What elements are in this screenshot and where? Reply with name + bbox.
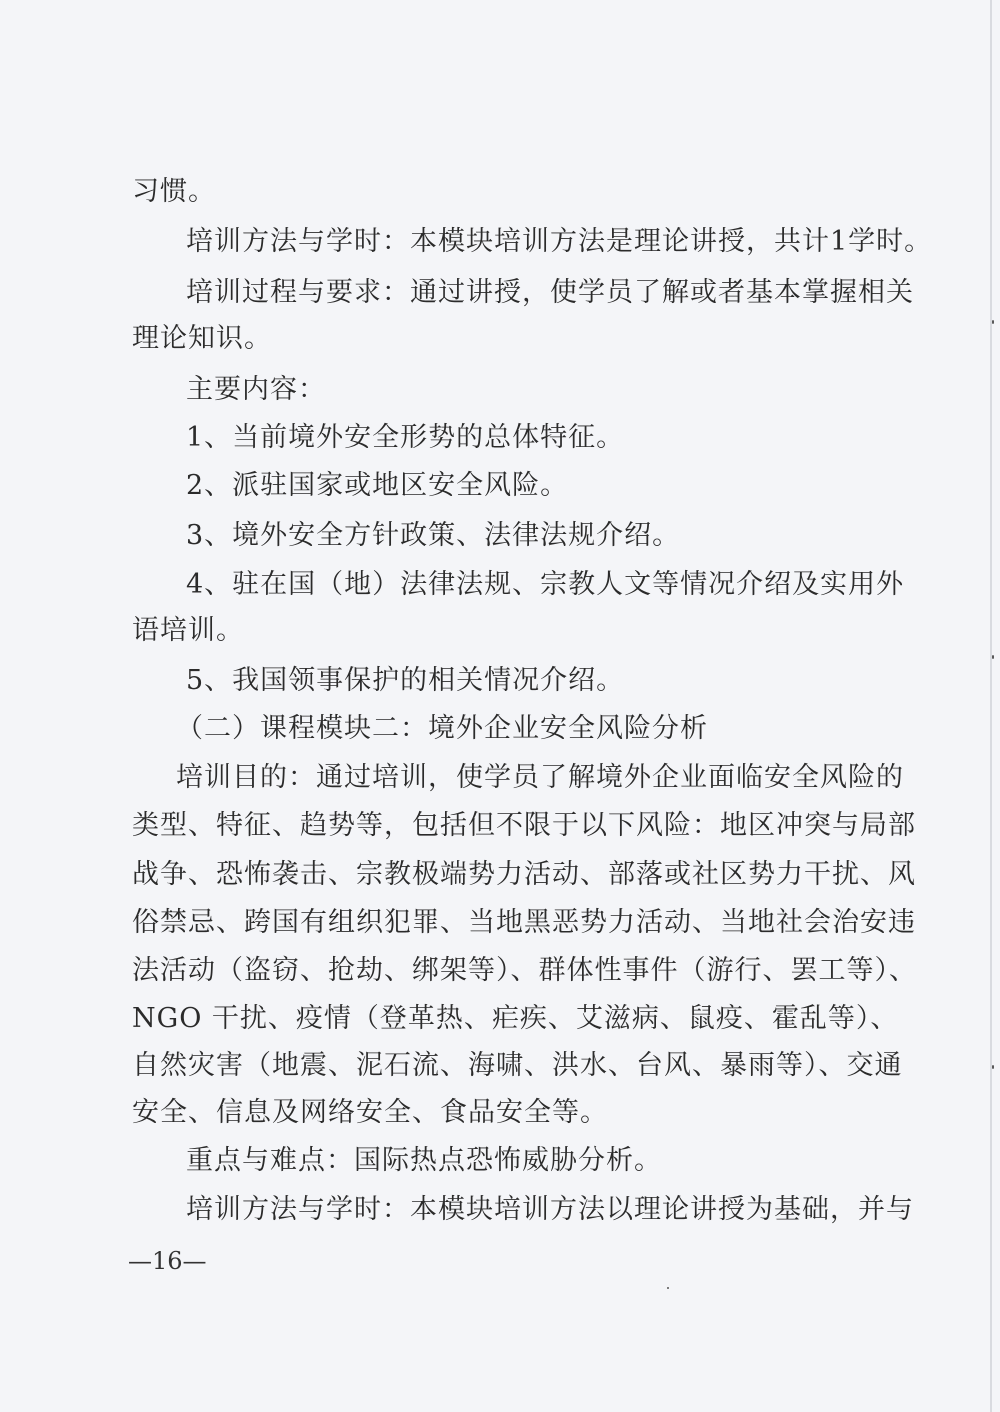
text-line: 自然灾害（地震、泥石流、海啸、洪水、台风、暴雨等）、交通 [132,1050,903,1081]
list-item: 1、当前境外安全形势的总体特征。 [186,422,625,453]
scan-speck [992,655,994,659]
page-edge-shadow [990,0,992,1412]
list-item: 5、我国领事保护的相关情况介绍。 [186,665,625,696]
scan-speck [992,320,994,324]
text-line: 主要内容： [186,374,326,405]
text-line: 法活动（盗窃、抢劫、绑架等）、群体性事件（游行、罢工等）、 [132,955,917,986]
text-line: 类型、特征、趋势等，包括但不限于以下风险：地区冲突与局部 [132,810,916,841]
text-line: NGO 干扰、疫情（登革热、疟疾、艾滋病、鼠疫、霍乱等）、 [132,1003,899,1034]
text-line: 重点与难点：国际热点恐怖威胁分析。 [186,1145,662,1176]
text-line: 安全、信息及网络安全、食品安全等。 [132,1097,608,1128]
list-item: 2、派驻国家或地区安全风险。 [186,470,569,501]
section-heading: （二）课程模块二：境外企业安全风险分析 [176,713,708,744]
scan-speck [992,1065,994,1069]
page-number: —16— [128,1247,207,1275]
scan-speck [667,1287,669,1289]
text-line: 语培训。 [132,615,244,646]
text-line: 理论知识。 [132,323,272,354]
list-item: 4、驻在国（地）法律法规、宗教人文等情况介绍及实用外 [186,569,905,600]
text-line: 培训方法与学时：本模块培训方法是理论讲授，共计1学时。 [186,226,933,257]
text-line: 习惯。 [132,176,216,207]
text-line: 战争、恐怖袭击、宗教极端势力活动、部落或社区势力干扰、风 [132,859,916,890]
list-item: 3、境外安全方针政策、法律法规介绍。 [186,520,681,551]
text-line: 培训过程与要求：通过讲授，使学员了解或者基本掌握相关 [186,277,914,308]
text-line: 培训方法与学时：本模块培训方法以理论讲授为基础，并与 [186,1194,914,1225]
text-line: 培训目的：通过培训，使学员了解境外企业面临安全风险的 [176,762,904,793]
text-line: 俗禁忌、跨国有组织犯罪、当地黑恶势力活动、当地社会治安违 [132,907,916,938]
